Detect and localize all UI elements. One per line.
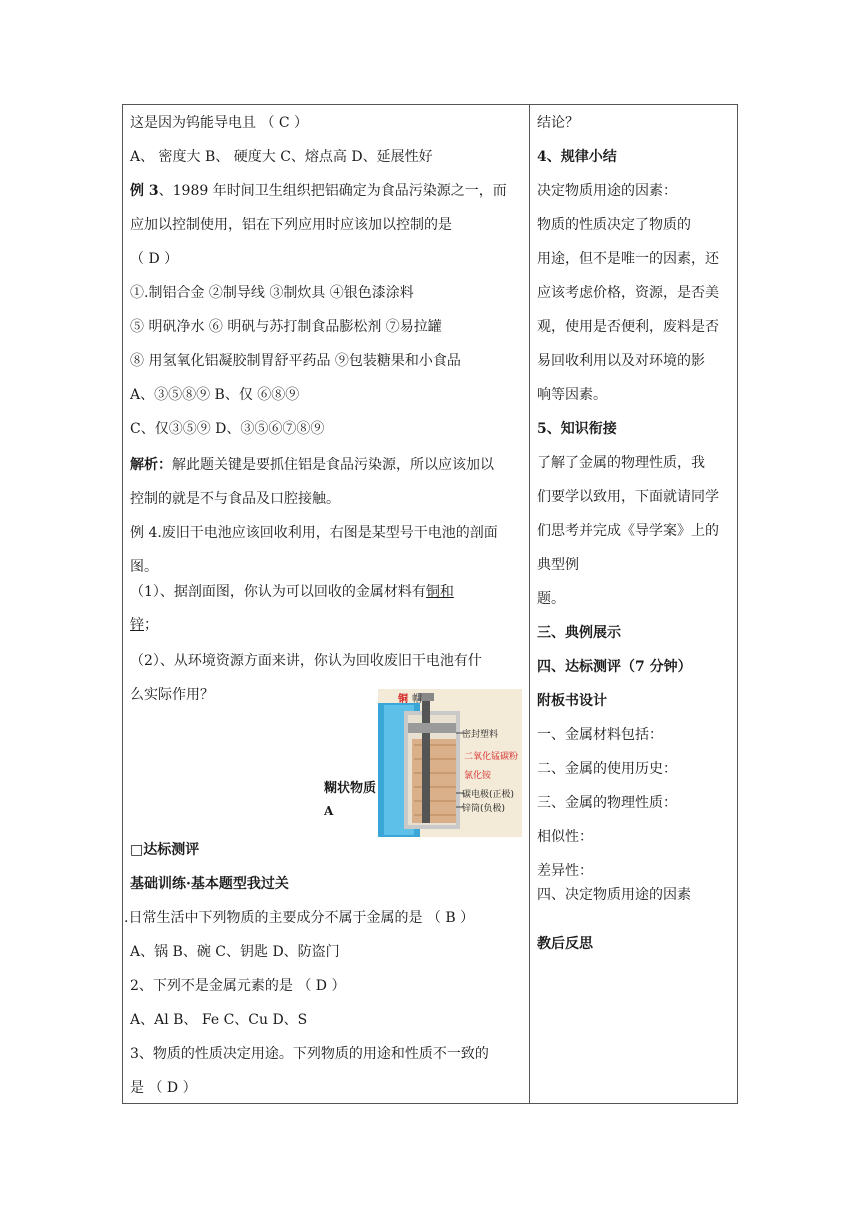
question-1-line	[130, 582, 454, 602]
diagram-label-cap: 帽	[412, 694, 422, 705]
diagram-label-mno2: 二氧化锰碳粉	[464, 752, 519, 762]
question-1-text: （1）、据剖面图，你认为可以回收的金属材料有	[130, 584, 426, 600]
text-line: 控制的就是不与食品及口腔接触。	[130, 491, 340, 507]
text-line: 一、金属材料包括：	[537, 727, 663, 743]
diagram-label-copper: 铜	[398, 694, 408, 705]
text-line: A、 密度大 B、 硬度大 C、熔点高 D、延展性好	[130, 149, 433, 165]
text-line: 应该考虑价格，资源，是否美	[537, 285, 719, 301]
option-line: A、③⑤⑧⑨ B、仅 ⑥⑧⑨	[130, 387, 300, 403]
text-line: 相似性：	[537, 829, 593, 845]
text-line: ①.制铝合金 ②制导线 ③制炊具 ④银色漆涂料	[130, 285, 414, 301]
section-heading: 5、知识衔接	[537, 421, 617, 437]
analysis-text: 解此题关键是要抓住铝是食品污染源，所以应该加以	[172, 457, 494, 473]
section-heading: 三、典例展示	[537, 625, 621, 641]
text-line: 物质的性质决定了物质的	[537, 217, 691, 233]
column-divider	[529, 104, 530, 1104]
text-line: 题。	[537, 591, 565, 607]
battery-diagram	[378, 689, 522, 837]
text-line: 们思考并完成《导学案》上的	[537, 523, 719, 539]
diagram-label-carbon: 碳电极(正极)	[462, 790, 515, 800]
text-line: ⑤ 明矾净水 ⑥ 明矾与苏打制食品膨松剂 ⑦易拉罐	[130, 319, 442, 335]
diagram-label-zinc: 锌筒(负极)	[462, 804, 506, 814]
section-heading: 四、达标测评（7 分钟）	[537, 659, 692, 675]
question-1-cont: 锌；	[130, 617, 158, 633]
text-line: 应加以控制使用，铝在下列应用时应该加以控制的是	[130, 217, 452, 233]
example-3-label: 例 3	[130, 183, 159, 199]
example-3-text: 、1989 年时间卫生组织把铝确定为食品污染源之一，而	[158, 183, 507, 199]
text-line: 了解了金属的物理性质，我	[537, 455, 705, 471]
text-line: 2、下列不是金属元素的是 （ D ）	[130, 978, 346, 994]
text-line: 二、金属的使用历史：	[537, 761, 677, 777]
text-line: 用途，但不是唯一的因素，还	[537, 251, 719, 267]
text-line: 结论？	[537, 115, 579, 131]
text-line: 四、决定物质用途的因素	[537, 887, 691, 903]
text-line: 这是因为钨能导电且 （ C ）	[130, 115, 309, 131]
option-line: C、仅③⑤⑨ D、③⑤⑥⑦⑧⑨	[130, 421, 325, 437]
diagram-side-letter: A	[324, 804, 334, 818]
text-line: 例 4.废旧干电池应该回收利用，右图是某型号干电池的剖面	[130, 525, 498, 541]
analysis-line	[130, 455, 494, 475]
diagram-label-nh4cl: 氯化铵	[464, 771, 492, 781]
section-heading: 附板书设计	[537, 693, 607, 709]
section-subheading: 基础训练·基本题型我过关	[130, 876, 289, 892]
diagram-label-seal: 密封塑料	[462, 730, 499, 740]
answer-line: （ D ）	[130, 251, 179, 267]
text-line: 图。	[130, 559, 158, 575]
section-heading: □达标测评	[130, 842, 200, 858]
diagram-side-label: 糊状物质	[324, 781, 377, 796]
text-line: 是 （ D ）	[130, 1080, 197, 1096]
text-line: A、锅 B、碗 C、钥匙 D、防盗门	[130, 944, 340, 960]
text-line: （2）、从环境资源方面来讲，你认为回收废旧干电池有什	[130, 653, 482, 669]
text-line: 响等因素。	[537, 387, 607, 403]
text-line: 典型例	[537, 557, 579, 573]
text-line: 观，使用是否便利，废料是否	[537, 319, 719, 335]
analysis-label: 解析：	[130, 457, 172, 473]
text-line: 三、金属的物理性质：	[537, 795, 677, 811]
text-line: ⑧ 用氢氧化铝凝胶制胃舒平药品 ⑨包装糖果和小食品	[130, 353, 461, 369]
answer-blank: 锌	[130, 617, 144, 633]
text-line: 3、物质的性质决定用途。下列物质的用途和性质不一致的	[130, 1046, 489, 1062]
answer-blank: 铜和	[425, 584, 454, 600]
text-line: 么实际作用？	[130, 687, 214, 703]
text-line: A、Al B、 Fe C、Cu D、S	[130, 1012, 308, 1028]
text-line: 易回收利用以及对环境的影	[537, 353, 705, 369]
text-line: 差异性：	[537, 863, 593, 879]
text-line: 决定物质用途的因素：	[537, 183, 677, 199]
example-3-line	[130, 181, 507, 201]
text-line: 们要学以致用，下面就请同学	[537, 489, 719, 505]
text-line: .日常生活中下列物质的主要成分不属于金属的是 （ B ）	[124, 910, 475, 926]
section-heading: 教后反思	[537, 936, 593, 952]
section-heading: 4、规律小结	[537, 149, 617, 165]
